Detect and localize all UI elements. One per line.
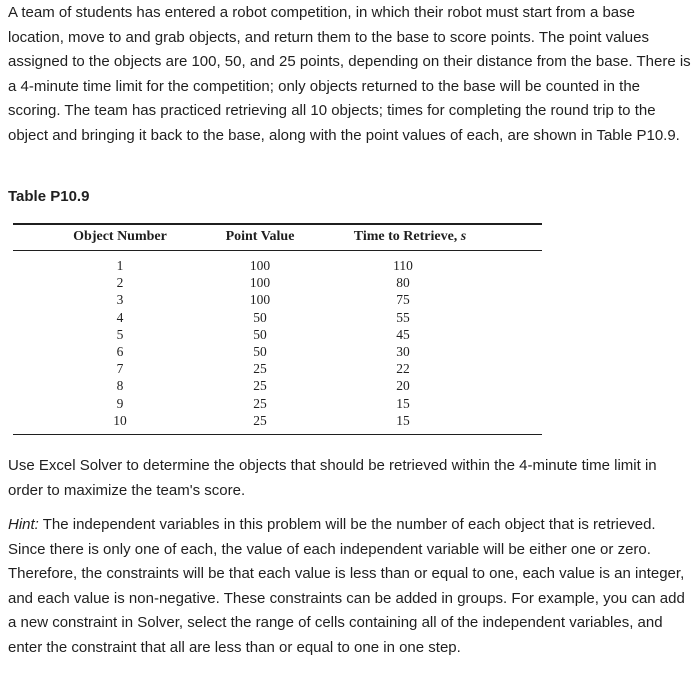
retrieve-time-cell: 15 <box>396 395 410 411</box>
point-value-cell: 25 <box>253 361 267 377</box>
retrieve-time-cell: 30 <box>396 343 410 359</box>
table-top-rule <box>13 223 542 225</box>
retrieve-time-cell: 110 <box>393 258 413 273</box>
object-number-cell: 9 <box>116 395 124 411</box>
point-value-cell: 50 <box>253 343 267 359</box>
table-caption: Table P10.9 <box>8 188 90 205</box>
point-value-cell: 50 <box>253 309 267 325</box>
point-value-cell: 50 <box>253 326 267 342</box>
hint-paragraph <box>8 513 694 661</box>
retrieve-time-cell: 75 <box>396 292 410 308</box>
hint-label: Hint: <box>8 516 39 533</box>
retrieve-time-cell: 20 <box>396 378 410 394</box>
point-value-cell: 100 <box>249 258 271 273</box>
point-value-cell: 100 <box>249 275 271 291</box>
header-time-label: Time to Retrieve, <box>353 229 461 244</box>
point-value-column <box>235 257 285 429</box>
retrieve-time-cell: 55 <box>396 309 410 325</box>
task-paragraph: Use Excel Solver to determine the objects that should be retrieved within the 4-minute time limit in order to maximize the team's score. <box>8 457 657 499</box>
object-number-cell: 6 <box>116 343 124 359</box>
object-number-column <box>100 257 140 429</box>
retrieve-time-cell: 45 <box>396 326 410 342</box>
header-object-number: Object Number <box>73 229 167 244</box>
object-number-cell: 1 <box>116 258 124 273</box>
retrieve-time-cell: 15 <box>396 412 410 428</box>
object-number-cell: 10 <box>113 412 127 428</box>
point-value-cell: 25 <box>253 378 267 394</box>
table-header-rule <box>13 250 542 251</box>
point-value-cell: 25 <box>253 395 267 411</box>
object-number-cell: 2 <box>116 275 124 291</box>
header-point-value: Point Value <box>225 229 295 244</box>
table-bottom-rule <box>13 434 542 435</box>
point-value-cell: 25 <box>253 412 267 428</box>
time-to-retrieve-column <box>378 257 428 429</box>
object-number-cell: 4 <box>116 309 124 325</box>
object-number-cell: 7 <box>116 361 124 377</box>
intro-paragraph: A team of students has entered a robot competition, in which their robot must start from a base location, move to and grab objects, and return them to the base to score points. The point values assigned to the objects are 100, 50, and 25 points, depending on their distance from the base. There is a 4-minute time limit for the competition; only objects returned to the base will be counted in the scoring. The team has practiced retrieving all 10 objects; times for completing the round trip to the object and bringing it back to the base, along with the point values of each, are shown in Table P10.9. <box>8 4 691 144</box>
point-value-cell: 100 <box>249 292 271 308</box>
object-number-cell: 5 <box>116 326 124 342</box>
header-time-unit: s <box>460 229 467 244</box>
object-number-cell: 3 <box>116 292 124 308</box>
retrieve-time-cell: 22 <box>396 361 410 377</box>
header-time-to-retrieve <box>325 229 495 245</box>
hint-text: The independent variables in this problem will be the number of each object that is retrieved. Since there is only one of each, the value of each independent variable will be either one or zero. Therefore, the constraints will be that each value is less than or equal to one, each value is an integer, and each value is non-negative. These constraints can be added in groups. For example, you can add a new constraint in Solver, select the range of cells containing all of the independent variables, and enter the constraint that all are less than or equal to one in one step. <box>8 516 685 656</box>
object-number-cell: 8 <box>116 378 124 394</box>
retrieve-time-cell: 80 <box>396 275 410 291</box>
